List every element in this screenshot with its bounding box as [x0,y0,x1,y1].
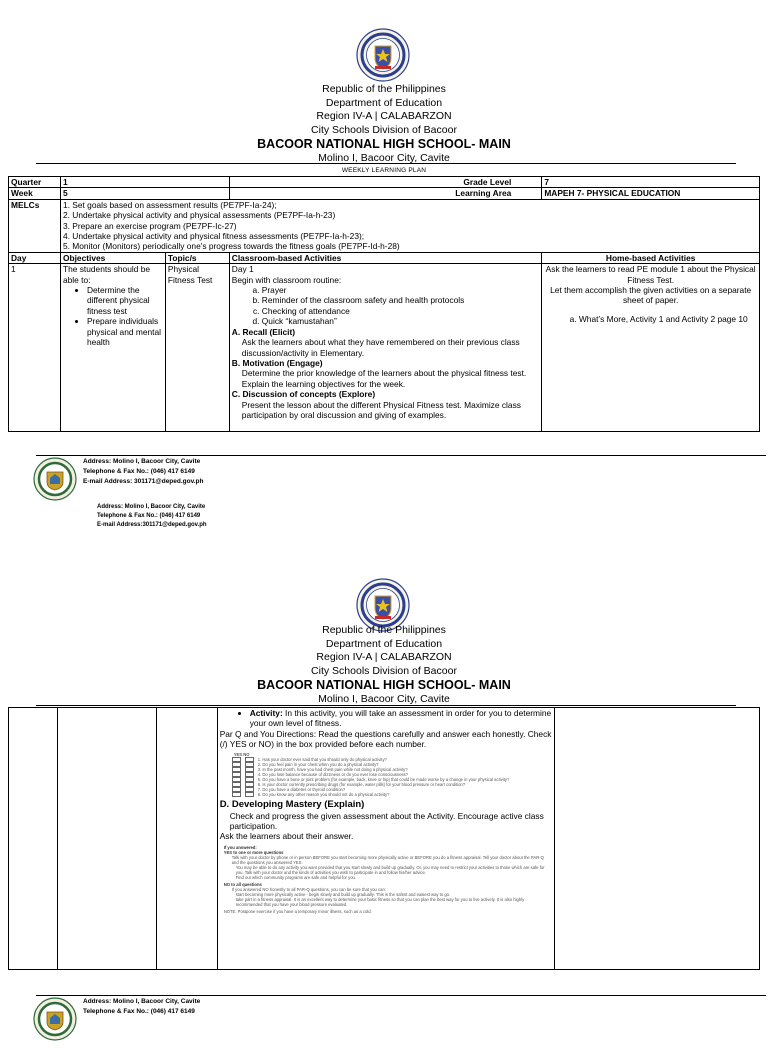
header-department: Department of Education [325,637,443,650]
classroom-activities-cell [229,264,542,432]
table-row-melcs [9,199,760,252]
melc-item: 5. Monitor (Monitors) periodically one's progress towards the fitness goals (PE7PF-Id-h-28) [62,241,400,252]
plan-title: WEEKLY LEARNING PLAN [341,167,427,174]
header-republic: Republic of the Philippines [322,83,446,95]
activity-item [250,708,552,729]
header-divider [36,163,736,164]
footer-email: E-mail Address: 301171@deped.gov.ph [83,478,204,485]
guide-yes-heading: YES to one or more questions [223,849,284,855]
footer-phone: Telephone & Fax No.: (046) 417 6149 [83,468,195,475]
footer-contact-small [97,503,207,530]
header-address: Molino I, Bacoor City, Cavite [318,693,450,705]
footer-phone-small: Telephone & Fax No.: (046) 417 6149 [97,513,201,519]
par-q-guide [224,845,552,914]
school-logo-icon [33,997,77,1041]
footer-email-small: E-mail Address:301171@deped.gov.ph [97,522,207,528]
melc-item: 2. Undertake physical activity and physical assessments (PE7PF-Ia-h-23) [62,210,336,221]
mastery-text: Check and progress the given assessment about the Activity. Encourage active class participation. [229,810,544,832]
letterhead [0,83,768,166]
header-region: Region IV-A | CALABARZON [316,651,452,663]
home-line-2: Let them accomplish the given activities on a separate sheet of paper. [550,285,752,306]
grade-level-value: 7 [542,177,760,188]
footer-page-1 [30,455,768,528]
guide-no-bullet: start becoming more physically active - begin slowly and build up gradually. This is the safest and easiest way to go. [235,891,451,897]
col-day: Day [9,252,61,263]
footer-phone: Telephone & Fax No.: (046) 417 6149 [83,1008,195,1015]
guide-yes-bullet: You may be able to do any activity you want provided that you start slowly and build up gradually. Or, you may need to restrict your activities to those which are safe for you. Talk with your doctor and the kinds of activities you wish to participate in and follow his/her advice. [235,864,545,875]
col-home: Home-based Activities [542,252,760,263]
header-division: City Schools Division of Bacoor [311,123,457,136]
header-region: Region IV-A | CALABARZON [316,110,452,122]
objectives-intro: The students should be able to: [62,264,151,285]
footer-address-small: Address: Molino I, Bacoor City, Cavite [97,504,206,510]
routine-item: b. Reminder of the classroom safety and health protocols [262,295,540,305]
col-topics: Topic/s [165,252,229,263]
day-number: 1 [9,264,61,432]
header-address: Molino I, Bacoor City, Cavite [318,152,450,164]
checkbox [245,792,254,797]
week-value: 5 [60,188,229,199]
melc-item: 3. Prepare an exercise program (PE7PF-Ic-27) [62,220,237,231]
header-republic: Republic of the Philippines [322,624,446,636]
quarter-label: Quarter [9,177,61,188]
guide-yes-text: Talk with your doctor by phone or in person BEFORE you start becoming more physically active or BEFORE you do a fitness appraisal. Tell your doctor about the PAR-Q and the questions you answered YES. [231,854,544,865]
quarter-value: 1 [60,177,229,188]
recall-text: Ask the learners about what they have remembered on their previous class discussion/activity in Elementary. [241,337,520,358]
footer-address: Address: Molino I, Bacoor City, Cavite [83,998,201,1005]
header-divider [36,705,736,706]
par-q-question: 8. Do you know any other reason you should not do a physical activity? [232,792,552,797]
school-logo-icon [33,457,77,501]
table-row-day-1 [9,264,760,432]
footer-page-2 [30,995,768,1055]
header-department: Department of Education [325,96,443,109]
week-label: Week [9,188,61,199]
routine-item: c. Checking of attendance [262,306,540,316]
objective-item: • Prepare individuals physical and mental health [87,316,163,347]
header-school-name: BACOOR NATIONAL HIGH SCHOOL- MAIN [257,678,511,692]
grade-level-label: Grade Level [229,177,542,188]
weekly-plan-table [8,176,760,432]
motivation-text: Determine the prior knowledge of the learners about the physical fitness test. Explain the learning objectives for the week. [241,368,527,389]
footer-address: Address: Molino I, Bacoor City, Cavite [83,458,201,465]
home-line-1: Ask the learners to read PE module 1 about the Physical Fitness Test. [545,264,756,285]
weekly-plan-table-continued [8,707,760,970]
col-objectives: Objectives [60,252,165,263]
topic-cell: Physical Fitness Test [165,264,229,432]
class-day: Day 1 [231,264,254,275]
melcs-label: MELCs [9,199,61,252]
learning-area-value: MAPEH 7- PHYSICAL EDUCATION [542,188,760,199]
recall-heading: A. Recall (Elicit) [231,326,296,337]
par-q-question: 6. Is your doctor currently prescribing drugs (for example, water pills) for your blood pressure or heart condition? [232,782,552,787]
guide-yes-bullet: Find out which community programs are safe and helpful for you. [235,874,357,880]
table-row-week [9,188,760,199]
learning-area-label: Learning Area [229,188,542,199]
par-q-question: 7. Do you have a diabetes or thyroid condition? [232,787,552,792]
routine-item: a. Prayer [262,285,540,295]
par-q-question: 4. Do you lose balance because of dizziness or do you ever lose consciousness? [232,772,552,777]
footer-contact [83,997,200,1017]
melc-item: 1. Set goals based on assessment results (PE7PF-Ia-24); [62,199,277,210]
footer-divider [36,455,766,456]
par-q-question: 1. Has your doctor ever said that you should only do physical activity? [232,757,552,762]
melc-item: 4. Undertake physical activity and physical fitness assessments (PE7PF-Ia-h-23); [62,231,365,242]
footer-divider [36,995,766,996]
discussion-heading: C. Discussion of concepts (Explore) [231,389,376,400]
col-classroom: Classroom-based Activities [229,252,542,263]
checkbox [232,792,241,797]
class-routine: Begin with classroom routine: [231,274,342,285]
guide-title: If you answered: [223,844,257,850]
letterhead-page-2 [0,624,768,707]
mastery-text-2: Ask the learners about their answer. [219,831,354,842]
yes-no-header: YES NO [233,751,250,757]
motivation-heading: B. Motivation (Engage) [231,357,323,368]
par-q-questionnaire [232,752,552,797]
guide-no-text: If you answered NO honestly to all PAR-Q questions, you can be sure that you can: [231,886,386,892]
guide-no-heading: NO to all questions [223,881,262,887]
par-q-directions: Par Q and You Directions: Read the questions carefully and answer each honestly. Check (/) YES or NO) in the box provided before each number. [219,728,552,750]
activity-label: Activity: [249,708,283,718]
objective-item: • Determine the different physical fitness test [87,285,163,316]
mastery-heading: D. Developing Mastery (Explain) [219,798,365,810]
discussion-text: Present the lesson about the different Physical Fitness test. Maximize class participation by oral discussion and giving of examples. [241,399,521,420]
guide-no-bullet: take part in a fitness appraisal. It is an excellent way to determine your basic fitness so that you can plan the best way for you to live actively. It is also highly recommended that you have your blood pressure evaluated. [235,896,525,907]
melcs-list [60,199,759,252]
home-activities-cell [542,264,760,432]
footer-contact [83,457,204,487]
header-school-name: BACOOR NATIONAL HIGH SCHOOL- MAIN [257,137,511,151]
table-row-quarter [9,177,760,188]
table-row-continued [9,708,760,970]
activity-text: In this activity, you will take an assessment in order for you to determine your own level of fitness. [249,708,552,729]
table-header-row [9,252,760,263]
header-division: City Schools Division of Bacoor [311,664,457,677]
deped-seal-icon [356,28,410,82]
classroom-activities-continued [217,708,554,970]
routine-item: d. Quick “kamustahan” [262,316,540,326]
home-item: a. What’s More, Activity 1 and Activity 2 page 10 [569,313,748,324]
par-q-question: 3. In the past month, have you had chest pain while not doing a physical activity? [232,767,552,772]
par-q-question: 2. Do you feel pain in your chest when you do a physical activity? [232,762,552,767]
par-q-question: 5. Do you have a bone or joint problem (for example, back, knee or hip) that could be made worse by a change in your physical activity? [232,777,552,782]
objectives-cell [60,264,165,432]
guide-note: NOTE: Postpone exercise if you have a temporary minor illness, such as a cold. [223,908,372,914]
